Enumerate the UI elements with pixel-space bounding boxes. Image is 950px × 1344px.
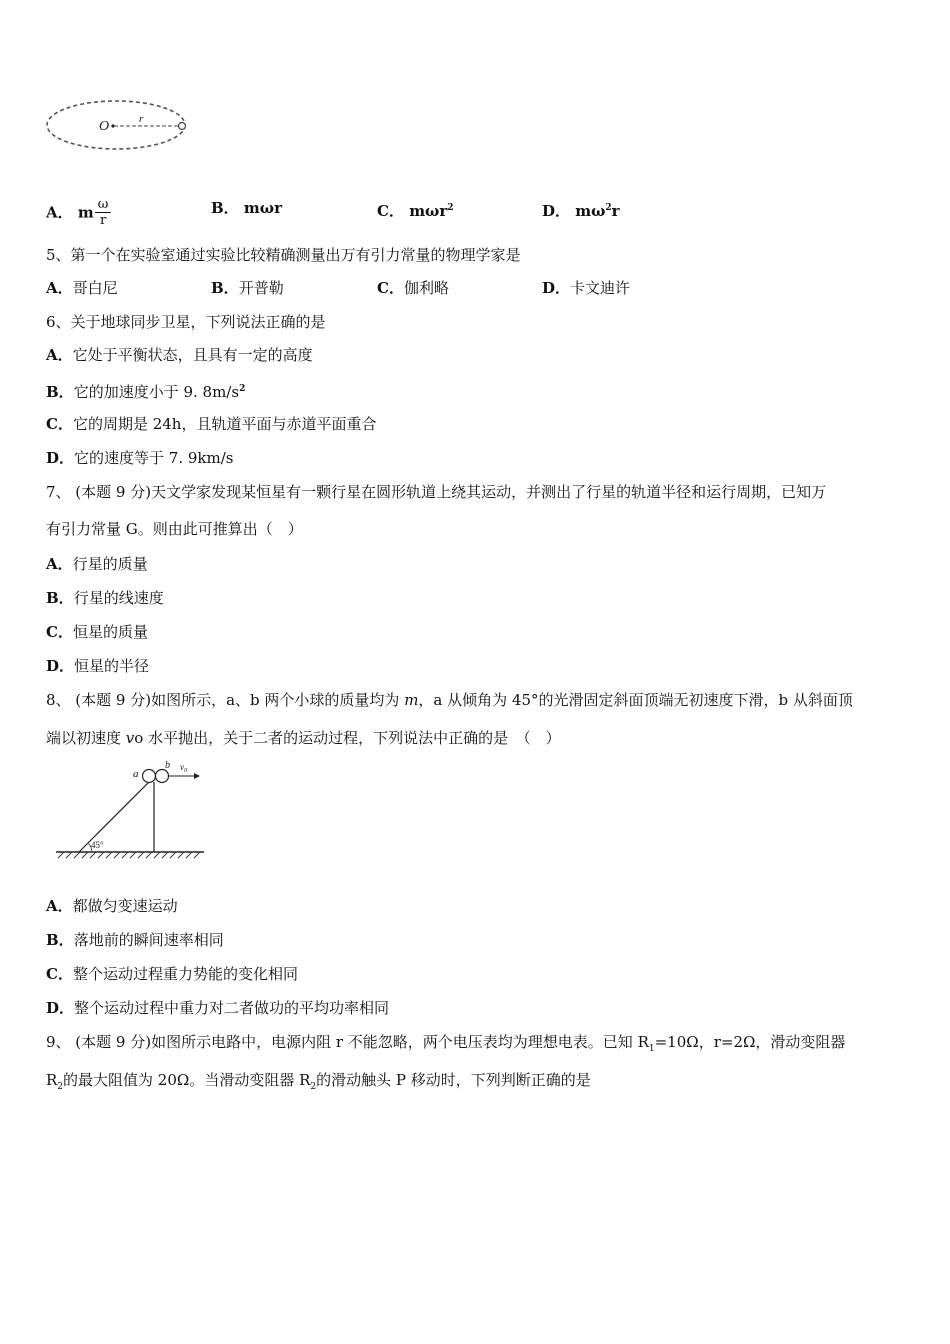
q8-line1-part1: 8、 (本题 9 分)如图所示，a、b 两个小球的质量均为 [46, 691, 405, 709]
q9-line1-part2: =10Ω，r=2Ω，滑动变阻器 [654, 1033, 846, 1051]
q8-option-c-text: 整个运动过程重力势能的变化相同 [72, 965, 298, 983]
q8-option-b[interactable] [46, 930, 224, 950]
q4-option-c-text: mωr [409, 202, 448, 220]
q8-stem-line2 [46, 728, 561, 748]
q6-option-a-letter: A． [46, 346, 73, 364]
q6-option-c[interactable] [46, 414, 376, 434]
orbit-figure [44, 98, 194, 154]
q7-option-a-text: 行星的质量 [72, 555, 148, 573]
q6-option-c-letter: C． [46, 415, 73, 433]
q5-option-a[interactable] [46, 278, 118, 298]
q6-option-c-text: 它的周期是 24h，且轨道平面与赤道平面重合 [72, 415, 377, 433]
q7-option-c[interactable] [46, 622, 148, 642]
q5-option-c[interactable] [377, 278, 449, 298]
q9-line2-sub2: 2 [310, 1082, 317, 1092]
q8-option-b-letter: B． [46, 931, 74, 949]
q7-option-a-letter: A． [46, 555, 73, 573]
orbit-radius-label: r [139, 113, 144, 125]
q8-line2-velocity: v [125, 729, 135, 747]
q7-stem-line2: 有引力常量 G。则由此可推算出（ ） [46, 520, 303, 538]
q5-stem: 5、第一个在实验室通过实验比较精确测量出万有引力常量的物理学家是 [46, 246, 521, 264]
q4-option-d-letter: D． [542, 202, 571, 220]
q6-stem: 6、关于地球同步卫星，下列说法正确的是 [46, 313, 326, 331]
q5-option-d-letter: D． [542, 279, 571, 297]
q8-line1-mass: m [404, 691, 419, 709]
q7-option-d[interactable] [46, 656, 149, 676]
ball-b-label: b [165, 760, 170, 771]
q8-option-d[interactable] [46, 998, 389, 1018]
q7-option-c-letter: C． [46, 623, 73, 641]
ball-b [156, 770, 169, 783]
incline-slope [79, 782, 149, 852]
q7-option-c-text: 恒星的质量 [72, 623, 148, 641]
ball-a [143, 770, 156, 783]
q4-fraction-denominator: r [99, 213, 107, 228]
q9-line1-part1: 9、 (本题 9 分)如图所示电路中，电源内阻 r 不能忽略，两个电压表均为理想电表。已知 R [46, 1033, 649, 1051]
q9-stem-line2 [46, 1070, 591, 1097]
q9-line2-sub1: 2 [57, 1082, 64, 1092]
q9-stem-line1 [46, 1032, 845, 1059]
q7-option-b[interactable] [46, 588, 164, 608]
q4-option-b[interactable] [211, 198, 282, 218]
q8-option-c[interactable] [46, 964, 298, 984]
q8-option-a-text: 都做匀变速运动 [72, 897, 178, 915]
q6-option-b-sup: 2 [239, 384, 246, 394]
q6-option-d-text: 它的速度等于 7. 9km/s [74, 449, 234, 467]
q7-option-d-letter: D． [46, 657, 75, 675]
q5-option-c-text: 伽利略 [403, 279, 449, 297]
q7-option-d-text: 恒星的半径 [74, 657, 150, 675]
q4-option-d-sup: 2 [605, 203, 612, 213]
q8-option-c-letter: C． [46, 965, 73, 983]
q6-option-a-text: 它处于平衡状态，且具有一定的高度 [72, 346, 313, 364]
q4-option-c[interactable] [377, 198, 454, 221]
q4-option-d[interactable] [542, 198, 620, 221]
q5-option-b-letter: B． [211, 279, 239, 297]
velocity-label: $v_0$ [180, 762, 187, 774]
q8-line2-part1: 端以初速度 [46, 729, 126, 747]
q4-option-a[interactable] [46, 198, 111, 229]
q5-option-a-letter: A． [46, 279, 73, 297]
q8-line1-part2: ，a 从倾角为 45°的光滑固定斜面顶端无初速度下滑，b 从斜面顶 [418, 691, 853, 709]
q6-option-b[interactable] [46, 379, 245, 402]
q9-line2-part1: R [46, 1071, 58, 1089]
orbit-particle [179, 123, 186, 130]
incline-ground-hatch [58, 852, 200, 858]
q4-option-d-text1: mω [575, 202, 606, 220]
q9-line2-part2: 的最大阻值为 20Ω。当滑动变阻器 R [63, 1071, 311, 1089]
incline-angle-label: 45° [91, 840, 104, 850]
q4-option-a-letter: A． [46, 203, 73, 222]
q5-option-c-letter: C． [377, 279, 404, 297]
q5-option-b[interactable] [211, 278, 284, 298]
q5-option-d-text: 卡文迪许 [570, 279, 631, 297]
q8-option-d-text: 整个运动过程中重力对二者做功的平均功率相同 [74, 999, 390, 1017]
q9-line2-part3: 的滑动触头 P 移动时，下列判断正确的是 [316, 1071, 591, 1089]
q6-option-a[interactable] [46, 345, 313, 365]
q4-option-a-prefix: m [77, 203, 94, 222]
orbit-center-label: O [99, 119, 110, 134]
ball-a-label: a [133, 768, 139, 780]
incline-figure [54, 758, 214, 866]
q5-option-d[interactable] [542, 278, 630, 298]
q5-option-b-text: 开普勒 [238, 279, 284, 297]
q9-line1-sub: 1 [648, 1044, 655, 1054]
q6-option-b-letter: B． [46, 383, 74, 401]
q6-option-b-text: 它的加速度小于 9. 8m/s [73, 383, 240, 401]
q8-stem-line1 [46, 690, 853, 710]
q8-option-d-letter: D． [46, 999, 75, 1017]
q7-stem-line1: 7、 (本题 9 分)天文学家发现某恒星有一颗行星在圆形轨道上绕其运动，并测出了行星的轨道半径和运行周期，已知万 [46, 483, 827, 501]
q6-option-d-letter: D． [46, 449, 75, 467]
q5-option-a-text: 哥白尼 [72, 279, 118, 297]
q8-option-a-letter: A． [46, 897, 73, 915]
q8-option-b-text: 落地前的瞬间速率相同 [73, 931, 224, 949]
orbit-ellipse [47, 101, 185, 149]
q8-option-a[interactable] [46, 896, 178, 916]
q6-option-d[interactable] [46, 448, 233, 468]
q8-line2-part2: o 水平抛出，关于二者的运动过程，下列说法中正确的是 （ ） [134, 729, 561, 747]
q7-option-b-letter: B． [46, 589, 74, 607]
q4-option-b-text: mωr [243, 199, 282, 217]
q4-option-d-text2: r [611, 202, 620, 220]
q7-option-b-text: 行星的线速度 [73, 589, 164, 607]
q4-option-b-letter: B． [211, 199, 239, 217]
q4-fraction-numerator: ω [95, 198, 112, 213]
q4-option-c-sup: 2 [447, 203, 454, 213]
q4-option-a-fraction [95, 198, 112, 229]
velocity-arrowhead [194, 773, 200, 779]
q7-option-a[interactable] [46, 554, 148, 574]
q4-option-c-letter: C． [377, 202, 404, 220]
